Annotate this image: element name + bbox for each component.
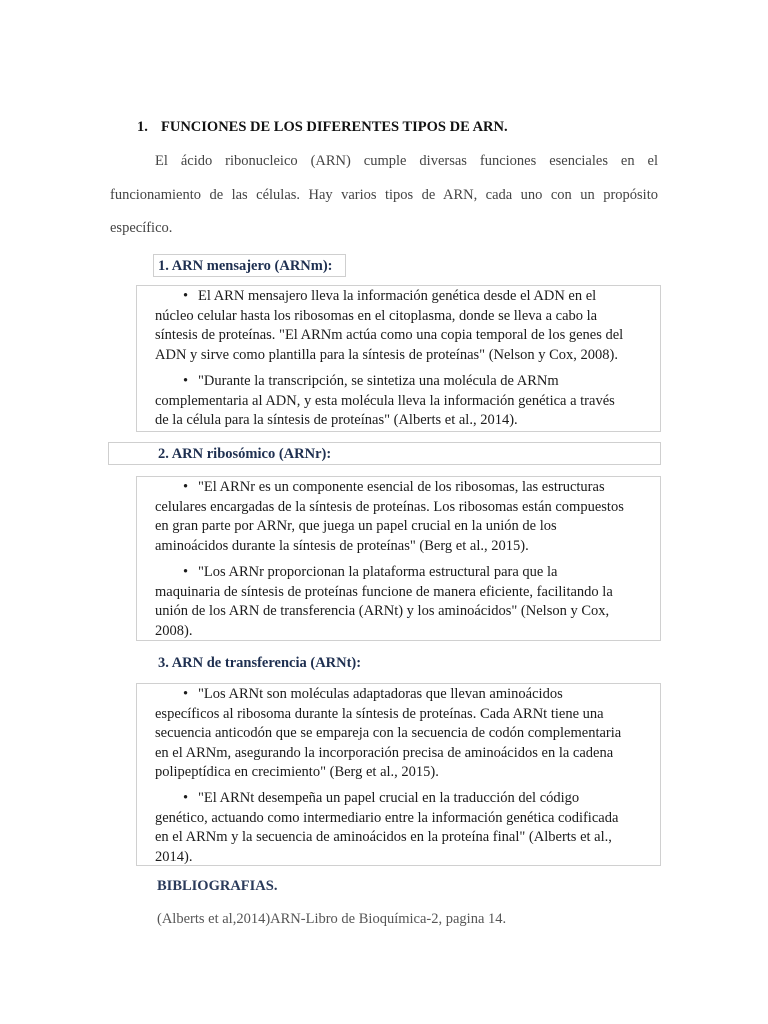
bullet-line: complementaria al ADN, y esta molécula lleva la información genética a través [155, 392, 615, 409]
bibliography-title: BIBLIOGRAFIAS. [157, 878, 278, 894]
bullet-line: en el ARNm, asegurando la incorporación precisa de aminoácidos en la cadena [155, 744, 614, 761]
section-title-arnm: 1. ARN mensajero (ARNm): [153, 254, 346, 277]
bullet-icon: • [183, 686, 189, 702]
bullet-line: síntesis de proteínas. "El ARNm actúa como una copia temporal de los genes del [155, 327, 624, 343]
bullet-line: ADN y sirve como plantilla para la síntesis de proteínas" (Nelson y Cox, 2008). [155, 346, 618, 363]
bullet-line: • El ARN mensajero lleva la información genética desde el ADN en el [183, 287, 596, 307]
bullet-icon: • [183, 479, 189, 495]
bibliography-entry: (Alberts et al,2014)ARN-Libro de Bioquímica-2, pagina 14. [157, 911, 507, 927]
bullet-icon: • [183, 564, 189, 580]
bullet-icon: • [183, 790, 189, 806]
bullet-line: celulares encargadas de la síntesis de proteínas. Los ribosomas están compuestos [155, 498, 624, 515]
bullet-line: • "Los ARNr proporcionan la plataforma estructural para que la [183, 563, 557, 583]
section-title-arnt: 3. ARN de transferencia (ARNt): [158, 655, 362, 671]
intro-line: funcionamiento de las células. Hay varios tipos de ARN, cada uno con un propósito [110, 187, 658, 203]
bullet-line: núcleo celular hasta los ribosomas en el citoplasma, donde se lleva a cabo la [155, 307, 598, 324]
section-heading [137, 119, 508, 136]
heading-text: FUNCIONES DE LOS DIFERENTES TIPOS DE ARN. [161, 119, 508, 135]
bullet-line: polipeptídica en crecimiento" (Berg et al., 2015). [155, 764, 439, 780]
bullet-line: • "El ARNt desempeña un papel crucial en la traducción del código [183, 789, 579, 809]
bullet-line: • "El ARNr es un componente esencial de los ribosomas, las estructuras [183, 478, 605, 498]
bullet-line: unión de los ARN de transferencia (ARNt) y los aminoácidos" (Nelson y Cox, [155, 603, 610, 619]
bullet-line: en el ARNm y la secuencia de aminoácidos en la proteína final" (Alberts et al., [155, 829, 612, 845]
bullet-line: de la célula para la síntesis de proteínas" (Alberts et al., 2014). [155, 412, 518, 428]
intro-line: El ácido ribonucleico (ARN) cumple diversas funciones esenciales en el [155, 153, 658, 169]
bullet-line: en gran parte por ARNr, que juega un papel crucial en la unión de los [155, 518, 557, 534]
bullet-line: • "Durante la transcripción, se sintetiza una molécula de ARNm [183, 372, 559, 392]
bullet-line: • "Los ARNt son moléculas adaptadoras que llevan aminoácidos [183, 685, 563, 705]
heading-number: 1. [137, 119, 148, 135]
bullet-icon: • [183, 288, 189, 304]
bullet-line: aminoácidos durante la síntesis de proteínas" (Berg et al., 2015). [155, 537, 529, 554]
bullet-line: maquinaria de síntesis de proteínas funcione de manera eficiente, facilitando la [155, 583, 613, 600]
section-title-arnr: 2. ARN ribosómico (ARNr): [108, 442, 661, 465]
bullet-line: genético, actuando como intermediario entre la información genética codificada [155, 809, 619, 826]
bullet-line: secuencia anticodón que se empareja con la secuencia de codón complementaria [155, 725, 622, 741]
intro-line: específico. [110, 220, 173, 236]
bullet-icon: • [183, 373, 189, 389]
bullet-line: específicos al ribosoma durante la síntesis de proteínas. Cada ARNt tiene una [155, 705, 604, 722]
bullet-line: 2008). [155, 622, 193, 639]
bullet-line: 2014). [155, 848, 193, 865]
